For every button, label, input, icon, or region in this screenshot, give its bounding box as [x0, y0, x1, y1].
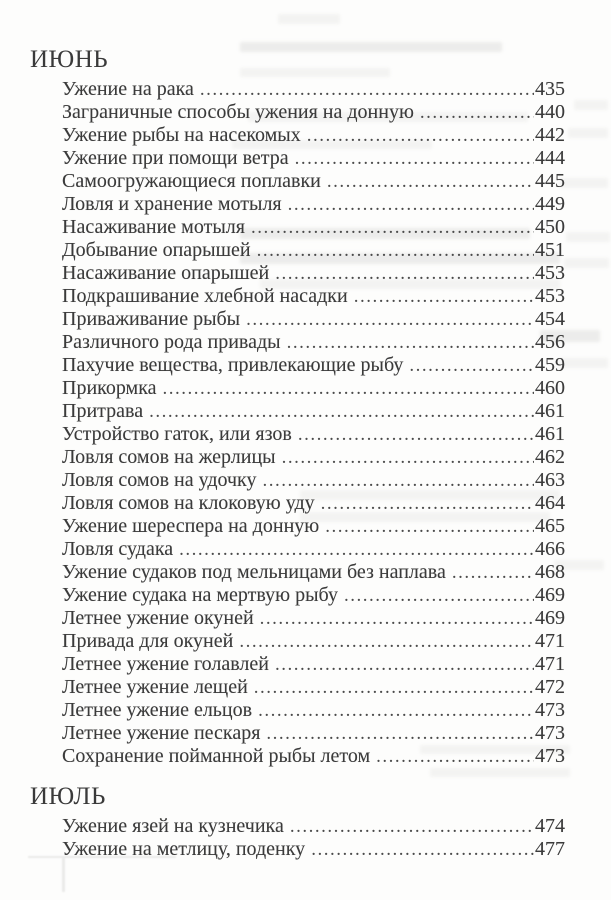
toc-entry [62, 676, 565, 699]
toc-leader-dots [275, 653, 534, 676]
toc-entry [62, 147, 565, 170]
toc-entry-page: 444 [535, 147, 565, 169]
toc-entry-page: 445 [535, 170, 565, 192]
toc-entry-page: 469 [535, 607, 565, 629]
toc-entry-title: Ловля судака [62, 538, 174, 560]
toc-entry [62, 492, 565, 515]
toc-entry-title: Насаживание опарышей [62, 262, 270, 284]
toc-leader-dots [251, 216, 534, 239]
toc-section [30, 782, 565, 861]
toc-entry-title: Ужение язей на кузнечика [62, 815, 284, 837]
toc-leader-dots [263, 469, 535, 492]
toc-entry-title: Ужение рыбы на насекомых [62, 124, 301, 146]
toc-leader-dots [149, 400, 534, 423]
toc-entry-title: Приваживание рыбы [62, 308, 241, 330]
toc-leader-dots [246, 308, 534, 331]
toc-entry-page: 473 [535, 699, 565, 721]
toc-entry-title: Притрава [62, 400, 144, 422]
toc-entry [62, 170, 565, 193]
toc-section [30, 45, 565, 768]
toc-entry-page: 465 [535, 515, 565, 537]
toc-entry [62, 124, 565, 147]
toc-entry [62, 262, 565, 285]
toc-entry-title: Ужение судаков под мельницами без наплава [62, 561, 446, 583]
toc-entry-page: 440 [535, 101, 565, 123]
toc-entry [62, 239, 565, 262]
toc-leader-dots [327, 170, 534, 193]
toc-entry [62, 78, 565, 101]
bleed-through-artifact [62, 858, 65, 892]
toc-entry-page: 473 [535, 745, 565, 767]
toc-entry [62, 400, 565, 423]
toc-entry [62, 722, 565, 745]
toc-entry-title: Ужение на метлицу, поденку [62, 838, 306, 860]
toc-leader-dots [321, 492, 534, 515]
toc-leader-dots [354, 285, 534, 308]
toc-entry [62, 446, 565, 469]
toc-entry-title: Летнее ужение лещей [62, 676, 248, 698]
toc-leader-dots [257, 239, 534, 262]
toc-entry [62, 630, 565, 653]
toc-leader-dots [275, 262, 534, 285]
toc-entry [62, 101, 565, 124]
toc-entry-title: Летнее ужение окуней [62, 607, 254, 629]
toc-entry-page: 477 [535, 838, 565, 860]
toc-entry-page: 472 [535, 676, 565, 698]
toc-entry-title: Ловля сомов на удочку [62, 469, 257, 491]
toc-entry-page: 474 [535, 815, 565, 837]
toc-leader-dots [258, 699, 534, 722]
toc-entry [62, 745, 565, 768]
toc-entry-title: Ловля сомов на жерлицы [62, 446, 276, 468]
toc-entry-title: Устройство гаток, или язов [62, 423, 292, 445]
toc-entry-page: 471 [535, 653, 565, 675]
toc-entry-page: 471 [535, 630, 565, 652]
toc-entry [62, 584, 565, 607]
toc-leader-dots [452, 561, 534, 584]
toc-entry-title: Летнее ужение ельцов [62, 699, 253, 721]
toc-sections [30, 45, 565, 861]
toc-entry-page: 464 [535, 492, 565, 514]
toc-entry-title: Ловля сомов на клоковую уду [62, 492, 315, 514]
toc-entry [62, 216, 565, 239]
section-heading: ИЮЛЬ [30, 783, 106, 810]
toc-leader-dots [290, 815, 534, 838]
toc-leader-dots [307, 124, 534, 147]
toc-entry-page: 462 [535, 446, 565, 468]
toc-leader-dots [254, 676, 534, 699]
toc-entry [62, 699, 565, 722]
toc-entry-title: Подкрашивание хлебной насадки [62, 285, 348, 307]
toc-leader-dots [311, 838, 534, 861]
toc-entry-title: Летнее ужение пескаря [62, 722, 261, 744]
toc-entry-title: Летнее ужение голавлей [62, 653, 269, 675]
toc-leader-dots [266, 722, 534, 745]
toc-entry-title: Самоогружающиеся поплавки [62, 170, 321, 192]
toc-entry [62, 308, 565, 331]
toc-entry-page: 460 [535, 377, 565, 399]
toc-leader-dots [282, 446, 534, 469]
toc-entry-page: 463 [535, 469, 565, 491]
toc-entry-page: 454 [535, 308, 565, 330]
toc-entry-page: 468 [535, 561, 565, 583]
toc-entry [62, 653, 565, 676]
toc-entry-page: 453 [535, 285, 565, 307]
toc-entry-title: Ужение на рака [62, 78, 194, 100]
toc-entry [62, 515, 565, 538]
toc-entry [62, 331, 565, 354]
toc-entry-page: 461 [535, 400, 565, 422]
toc-entry [62, 815, 565, 838]
section-heading: ИЮНЬ [30, 46, 109, 73]
toc-entry-title: Ловля и хранение мотыля [62, 193, 282, 215]
toc-entry-page: 456 [535, 331, 565, 353]
toc-entry-page: 473 [535, 722, 565, 744]
toc-entry-title: Ужение судака на мертвую рыбу [62, 584, 338, 606]
toc-entry-page: 450 [535, 216, 565, 238]
toc-entry [62, 354, 565, 377]
toc-entry [62, 193, 565, 216]
toc-entry-page: 449 [535, 193, 565, 215]
toc-entry-title: Различного рода привады [62, 331, 281, 353]
toc-leader-dots [420, 101, 534, 124]
toc-entry-page: 453 [535, 262, 565, 284]
toc-entry-page: 451 [535, 239, 565, 261]
toc-leader-dots [239, 630, 534, 653]
toc-leader-dots [287, 331, 534, 354]
toc-entry [62, 838, 565, 861]
toc-entry-title: Добывание опарышей [62, 239, 251, 261]
toc-entry [62, 538, 565, 561]
section-entries [30, 815, 565, 861]
toc-entry-title: Сохранение пойманной рыбы летом [62, 745, 371, 767]
toc-entry [62, 423, 565, 446]
toc-leader-dots [344, 584, 534, 607]
toc-entry-title: Заграничные способы ужения на донную [62, 101, 414, 123]
toc-entry [62, 469, 565, 492]
toc-entry-page: 435 [535, 78, 565, 100]
toc-entry [62, 377, 565, 400]
toc-entry-title: Пахучие вещества, привлекающие рыбу [62, 354, 404, 376]
toc-entry-title: Насаживание мотыля [62, 216, 245, 238]
toc-leader-dots [179, 538, 534, 561]
toc-entry-title: Ужение шереспера на донную [62, 515, 320, 537]
toc-entry-title: Привада для окуней [62, 630, 234, 652]
section-entries [30, 78, 565, 768]
toc-leader-dots [200, 78, 534, 101]
toc-leader-dots [163, 377, 535, 400]
toc-leader-dots [260, 607, 534, 630]
toc-entry [62, 285, 565, 308]
toc-leader-dots [409, 354, 534, 377]
toc-entry-page: 469 [535, 584, 565, 606]
toc-entry-page: 459 [535, 354, 565, 376]
toc-leader-dots [295, 147, 534, 170]
toc-entry [62, 607, 565, 630]
toc-entry [62, 561, 565, 584]
toc-leader-dots [376, 745, 534, 768]
toc-leader-dots [298, 423, 534, 446]
toc-entry-title: Ужение при помощи ветра [62, 147, 289, 169]
toc-leader-dots [288, 193, 534, 216]
toc-leader-dots [325, 515, 534, 538]
toc-entry-page: 466 [535, 538, 565, 560]
toc-entry-title: Прикормка [62, 377, 157, 399]
toc-entry-page: 461 [535, 423, 565, 445]
toc-entry-page: 442 [535, 124, 565, 146]
